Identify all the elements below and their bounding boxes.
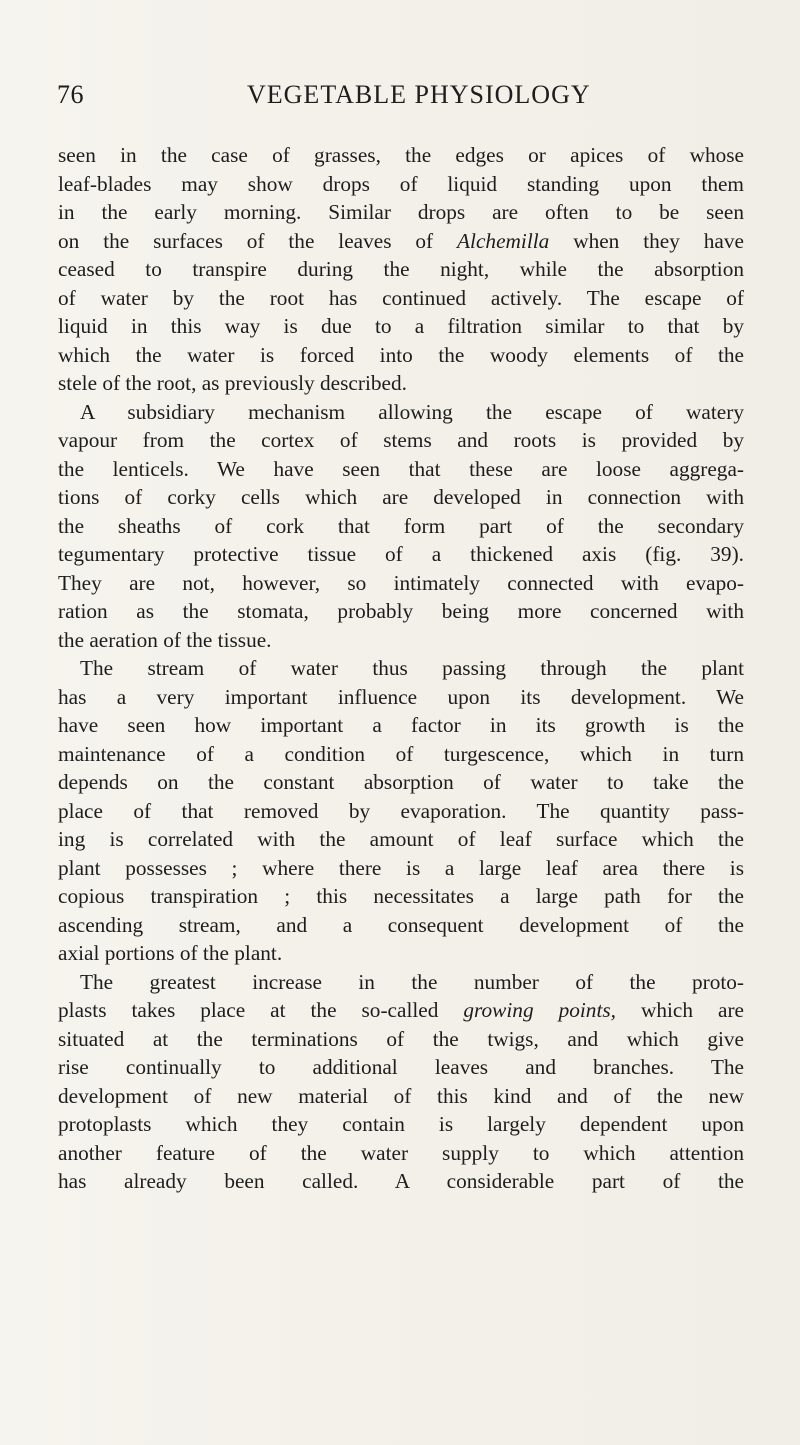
- text-line: liquid in this way is due to a filtration similar to that by: [58, 314, 744, 338]
- text-line: maintenance of a condition of turgescence, which in turn: [58, 741, 744, 766]
- text-line: [58, 996, 744, 1025]
- text-segment: on the surfaces of the leaves of: [58, 228, 434, 253]
- text-line: seen in the case of grasses, the edges or apices of whose: [58, 143, 744, 167]
- text-line: the sheaths of cork that form part of the secondary: [58, 513, 744, 538]
- text-line: situated at the terminations of the twigs, and which give: [58, 1026, 744, 1051]
- italic-term-growing-points: growing points,: [463, 998, 616, 1022]
- text-line: ascending stream, and a consequent development of the: [58, 912, 744, 937]
- running-title: VEGETABLE PHYSIOLOGY: [247, 80, 591, 109]
- text-line: tions of corky cells which are developed in connection with: [58, 485, 744, 509]
- text-line: place of that removed by evaporation. The quantity pass-: [58, 798, 744, 823]
- text-line: in the early morning. Similar drops are often to be seen: [58, 200, 744, 224]
- text-line: of water by the root has continued actively. The escape of: [58, 285, 744, 310]
- text-line: ing is correlated with the amount of leaf surface which the: [58, 827, 744, 851]
- text-line: A subsidiary mechanism allowing the escape of watery: [80, 399, 744, 424]
- text-line: The greatest increase in the number of the proto-: [80, 969, 744, 994]
- italic-term-alchemilla: Alchemilla: [457, 228, 550, 253]
- text-line: another feature of the water supply to which attention: [58, 1140, 744, 1165]
- body-text: [58, 141, 744, 1196]
- text-line: development of new material of this kind and of the new: [58, 1083, 744, 1108]
- page-number: 76: [57, 80, 84, 109]
- text-segment: plasts takes place at the so-called: [58, 998, 439, 1022]
- text-line: vapour from the cortex of stems and roots is provided by: [58, 428, 744, 452]
- text-line: protoplasts which they contain is largely dependent upon: [58, 1112, 744, 1136]
- text-line: which the water is forced into the woody elements of the: [58, 342, 744, 367]
- page-header: [57, 80, 742, 114]
- text-line: copious transpiration ; this necessitates a large path for the: [58, 884, 744, 908]
- text-line: [58, 227, 744, 256]
- text-line: axial portions of the plant.: [58, 941, 283, 965]
- text-segment: when they have: [549, 228, 744, 253]
- text-line: ration as the stomata, probably being more concerned with: [58, 599, 744, 623]
- text-line: depends on the constant absorption of water to take the: [58, 770, 744, 794]
- text-line: plant possesses ; where there is a large leaf area there is: [58, 855, 744, 880]
- text-line: The stream of water thus passing through the plant: [80, 656, 744, 680]
- text-line: leaf-blades may show drops of liquid standing upon them: [58, 171, 744, 196]
- text-line: has a very important influence upon its development. We: [58, 684, 744, 709]
- text-line: the aeration of the tissue.: [58, 627, 272, 652]
- text-line: the lenticels. We have seen that these are loose aggrega-: [58, 456, 744, 481]
- text-line: rise continually to additional leaves and branches. The: [58, 1055, 744, 1079]
- text-line: has already been called. A considerable part of the: [58, 1169, 744, 1193]
- text-line: have seen how important a factor in its growth is the: [58, 713, 744, 737]
- text-line: tegumentary protective tissue of a thickened axis (fig. 39).: [58, 542, 744, 566]
- text-line: stele of the root, as previously described.: [58, 371, 407, 395]
- text-segment: which are: [615, 998, 744, 1022]
- text-line: They are not, however, so intimately connected with evapo-: [58, 570, 744, 595]
- text-line: ceased to transpire during the night, while the absorption: [58, 257, 744, 281]
